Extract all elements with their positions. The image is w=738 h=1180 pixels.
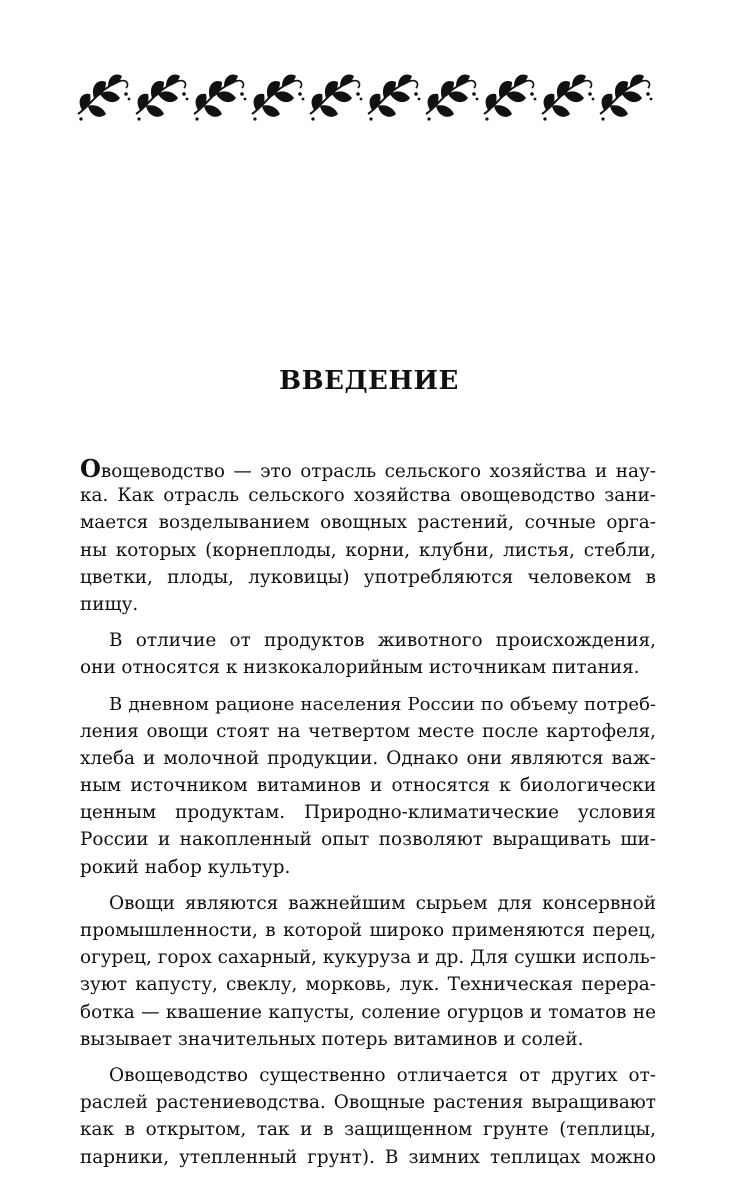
laurel-ornament-icon (76, 68, 662, 126)
paragraph (80, 691, 656, 881)
text-line: вызывает значительных потерь витаминов и солей. (80, 1028, 584, 1050)
text-line: как в открытом, так и в защищенном грунте (теплицы, (80, 1119, 656, 1141)
text-line: ны которых (корнеплоды, корни, клубни, листья, стебли, (80, 539, 656, 561)
text-line: России и накопленный опыт позволяют выращивать ши- (80, 829, 656, 851)
text-line: промышленности, в которой широко применяются перец, (80, 920, 656, 941)
text-line: мается возделыванием овощных растений, сочные орга- (80, 512, 656, 534)
chapter-title: ВВЕДЕНИЕ (279, 366, 459, 396)
text-line: В дневном рационе населения России по объему потреб- (109, 693, 656, 715)
text-line: парники, утепленный грунт). В зимних теплицах можно (80, 1146, 656, 1168)
text-line: В отличие от продуктов животного происхождения, (109, 630, 656, 652)
paragraph (80, 627, 656, 681)
text-line: рокий набор культур. (80, 856, 291, 878)
text-line: пищу. (80, 593, 139, 615)
text-line: хлеба и молочной продукции. Однако они являются важ- (80, 747, 656, 769)
text-line: ценным продуктам. Природно-климатические условия (80, 802, 656, 824)
chapter-body (80, 455, 656, 1171)
text-line: Овощи являются важнейшим сырьем для консервной (109, 892, 656, 914)
text-line: ления овощи стоят на четвертом месте после картофеля, (80, 720, 656, 742)
text-line: Овощеводство — это отрасль сельского хозяйства и нау- (80, 455, 656, 483)
text-line: зуют капусту, свеклу, морковь, лук. Техническая перера- (80, 974, 656, 996)
paragraph (80, 890, 656, 1053)
text-line: ботка — квашение капусты, соление огурцов и томатов не (80, 1001, 656, 1023)
text-line: Овощеводство существенно отличается от других от- (109, 1064, 656, 1086)
text-line: ка. Как отрасль сельского хозяйства овощеводство зани- (80, 485, 656, 507)
text-line: цветки, плоды, луковицы) употребляются человеком в (80, 566, 656, 588)
text-line: ным источником витаминов и относятся к биологически (80, 775, 656, 797)
text-line: они относятся к низкокалорийным источникам питания. (80, 657, 640, 679)
drop-cap: О (80, 455, 101, 483)
text-line: огурец, горох сахарный, кукуруза и др. Для сушки исполь- (80, 947, 656, 969)
paragraph (80, 1062, 656, 1171)
paragraph (80, 455, 656, 618)
text-line: раслей растениеводства. Овощные растения выращивают (80, 1092, 656, 1114)
